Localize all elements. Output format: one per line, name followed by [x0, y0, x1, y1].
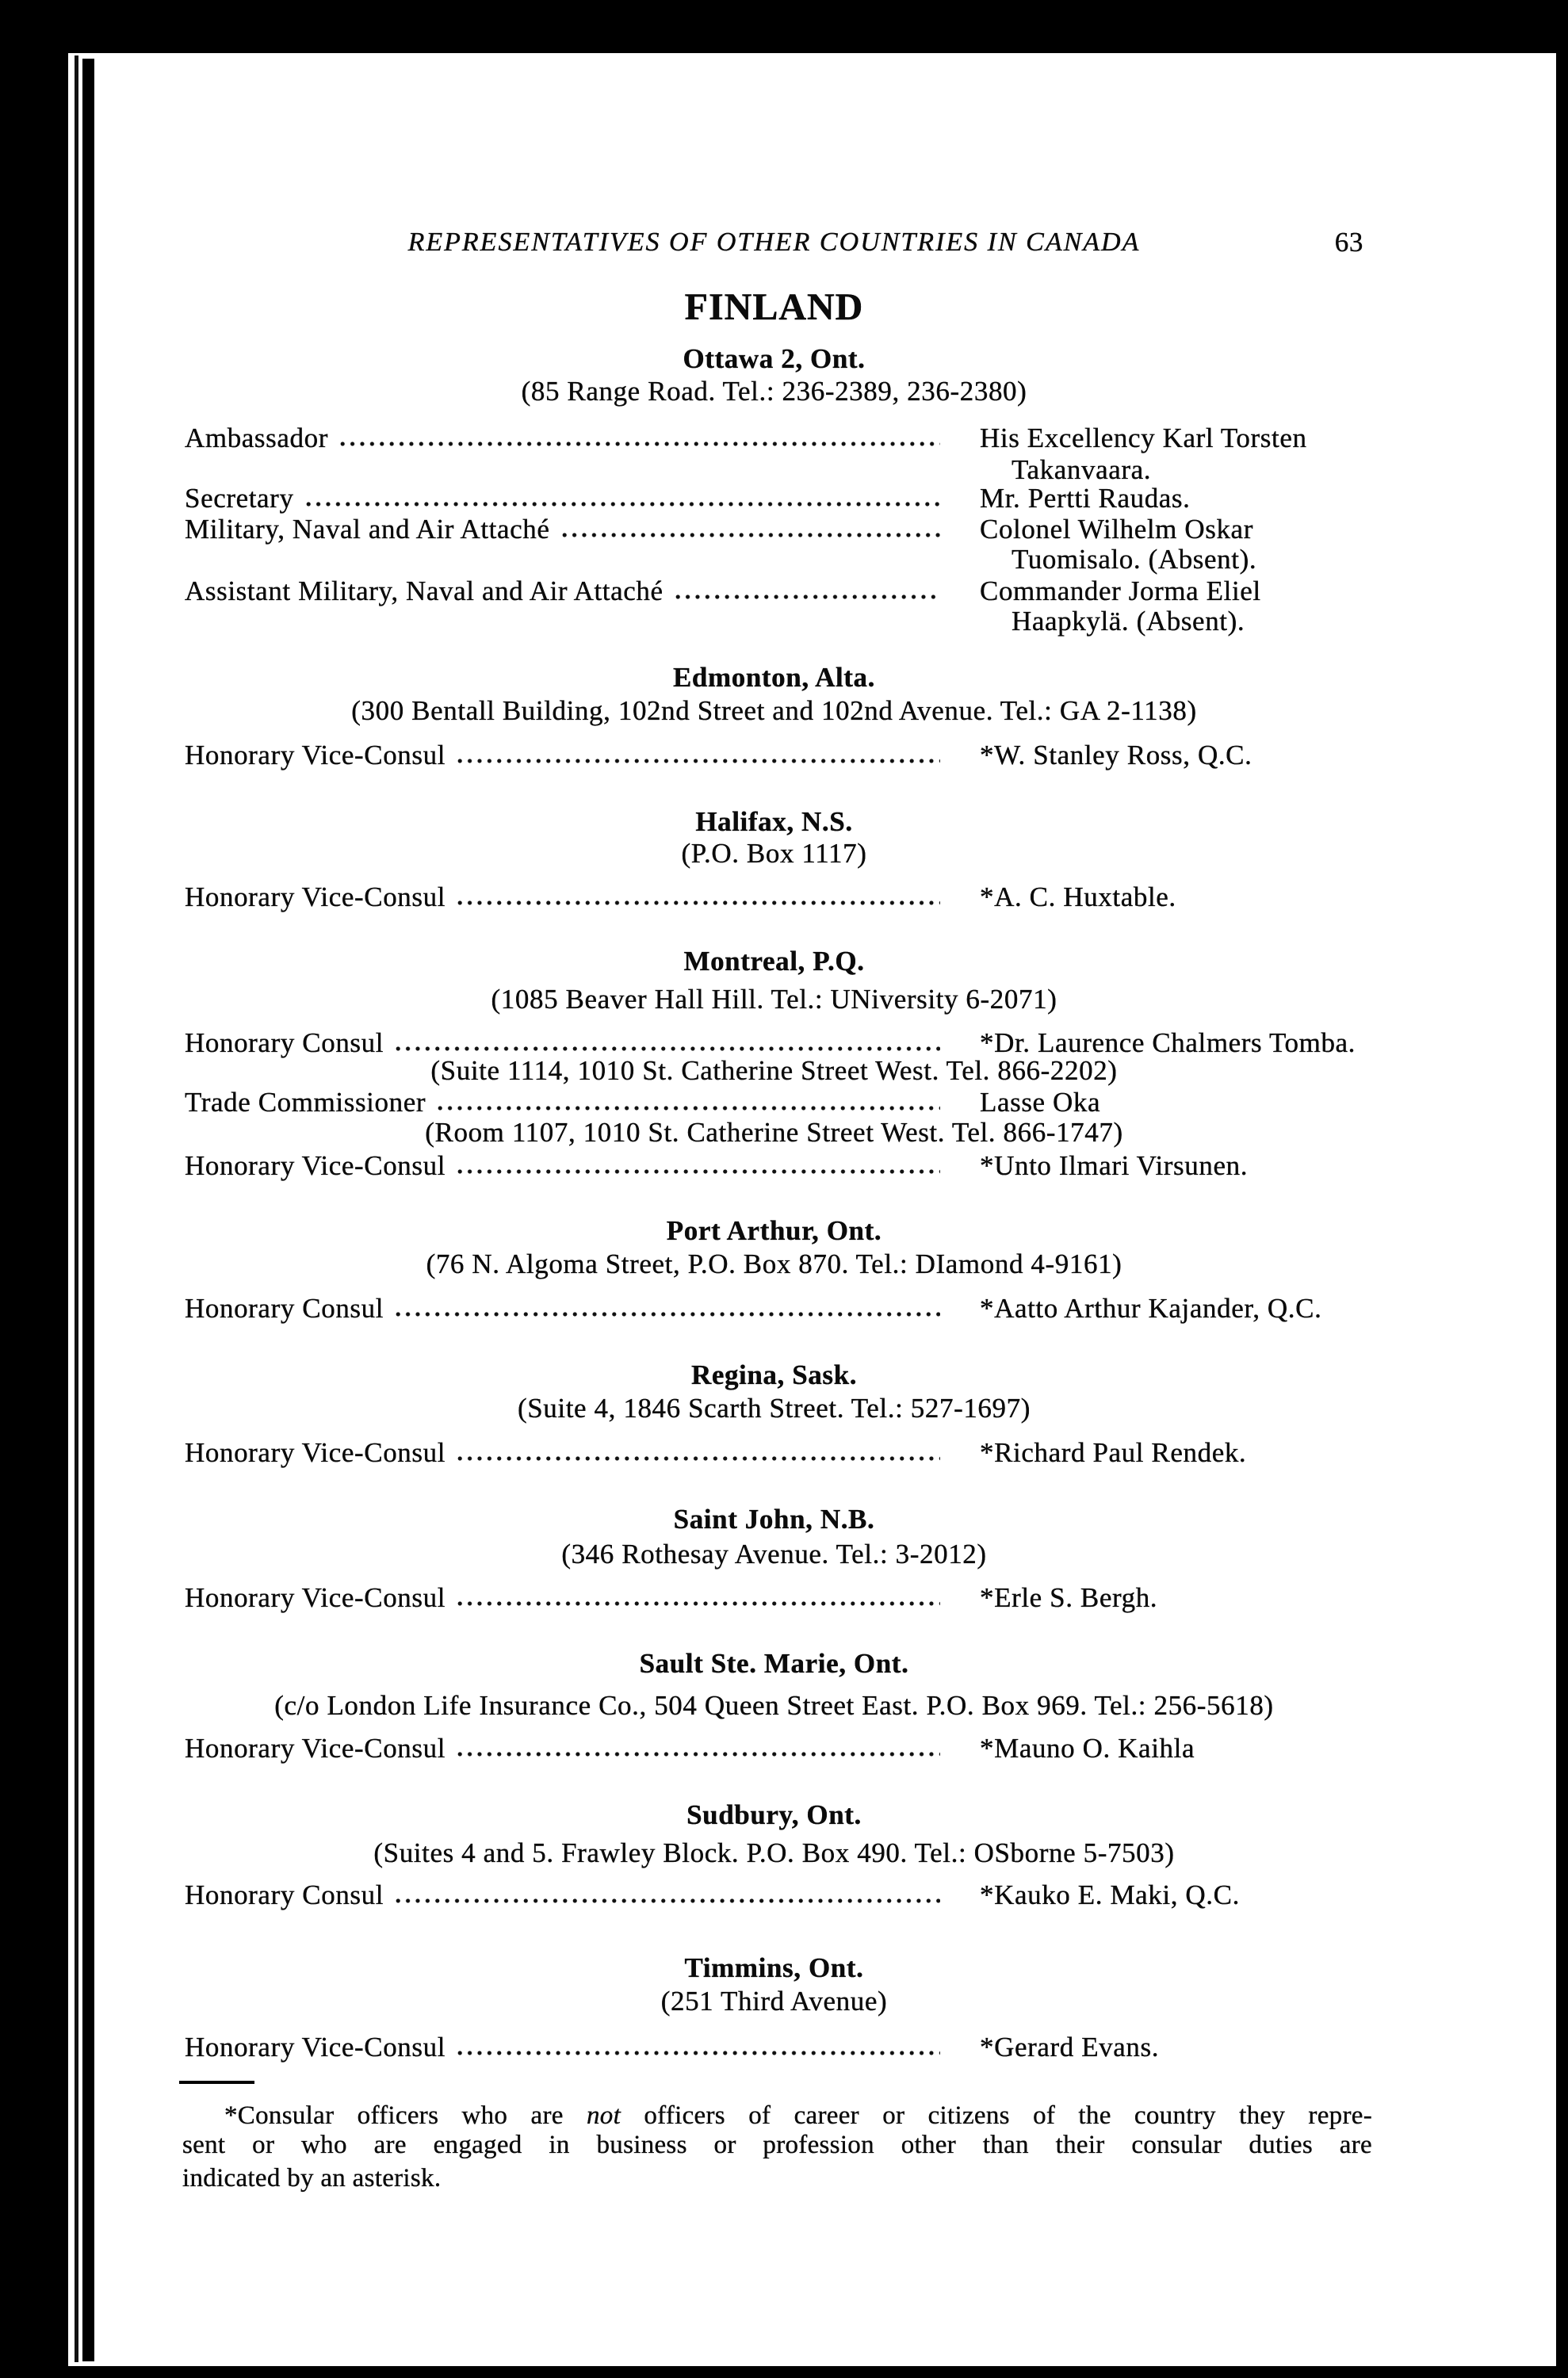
position-title: Secretary	[185, 483, 294, 514]
binding-edge-line	[75, 55, 78, 2362]
position-title: Honorary Consul	[185, 1879, 384, 1910]
position-title: Honorary Vice-Consul	[185, 1150, 446, 1181]
footnote-emphasis: not	[586, 2101, 621, 2130]
footnote-line	[224, 2101, 1372, 2131]
listing-row	[185, 881, 1374, 913]
office-city: Regina, Sask.	[690, 1359, 858, 1390]
position-title: Trade Commissioner	[185, 1087, 426, 1118]
officer-name: Lasse Oka	[980, 1087, 1101, 1118]
position-title: Honorary Vice-Consul	[185, 1437, 446, 1468]
dot-leader	[560, 532, 940, 538]
officer-name: *Mauno O. Kaihla	[980, 1733, 1195, 1764]
running-title: REPRESENTATIVES OF OTHER COUNTRIES IN CANADA	[407, 227, 1141, 257]
office-address: (300 Bentall Building, 102nd Street and 102nd Avenue. Tel.: GA 2-1138)	[351, 695, 1197, 726]
position-title: Honorary Vice-Consul	[185, 2032, 446, 2063]
scan-border-right	[1556, 0, 1568, 2378]
listing-row	[185, 1582, 1374, 1614]
office-city: Montreal, P.Q.	[683, 946, 865, 977]
dot-leader	[393, 1898, 940, 1904]
position-title: Honorary Vice-Consul	[185, 881, 446, 912]
officer-name-continued: Haapkylä. (Absent).	[1012, 606, 1245, 637]
officer-address-note: (Suite 1114, 1010 St. Catherine Street West. Tel. 866-2202)	[430, 1055, 1118, 1086]
dot-leader	[435, 1105, 940, 1111]
listing-row	[185, 422, 1374, 454]
office-address: (c/o London Life Insurance Co., 504 Queen Street East. P.O. Box 969. Tel.: 256-5618)	[274, 1690, 1274, 1721]
office-city: Sault Ste. Marie, Ont.	[639, 1648, 909, 1679]
footnote-line: indicated by an asterisk.	[182, 2164, 442, 2193]
listing-row	[185, 1293, 1374, 1325]
officer-name: *Unto Ilmari Virsunen.	[980, 1150, 1249, 1181]
officer-name: *Richard Paul Rendek.	[980, 1437, 1247, 1468]
scan-border-left	[0, 0, 68, 2378]
officer-name: *A. C. Huxtable.	[980, 881, 1176, 912]
footnote-line: sent or who are engaged in business or profession other than their consular duties are	[182, 2131, 1372, 2159]
listing-row	[185, 1087, 1374, 1118]
office-city: Halifax, N.S.	[695, 806, 853, 837]
listing-row	[185, 1733, 1374, 1764]
dot-leader	[455, 1600, 940, 1607]
officer-name: His Excellency Karl Torsten	[980, 422, 1307, 453]
position-title: Honorary Vice-Consul	[185, 1733, 446, 1764]
dot-leader	[304, 501, 940, 507]
position-title: Assistant Military, Naval and Air Attaché	[185, 575, 664, 606]
dot-leader	[455, 900, 940, 906]
scan-border-top	[0, 0, 1568, 53]
position-title: Honorary Vice-Consul	[185, 740, 446, 770]
listing-row	[185, 575, 1374, 607]
listing-row	[185, 2032, 1374, 2063]
listing-row	[185, 1437, 1374, 1469]
officer-name: *Gerard Evans.	[980, 2032, 1160, 2063]
footnote-rule	[179, 2081, 254, 2084]
dot-leader	[455, 2050, 940, 2056]
officer-name: Colonel Wilhelm Oskar	[980, 514, 1253, 545]
dot-leader	[393, 1311, 940, 1317]
footnote-text: officers of career or citizens of the country they repre-	[621, 2101, 1372, 2130]
office-city: Saint John, N.B.	[673, 1504, 875, 1535]
listing-row	[185, 1027, 1374, 1059]
position-title: Honorary Consul	[185, 1293, 384, 1324]
officer-name: *Kauko E. Maki, Q.C.	[980, 1879, 1240, 1910]
office-address: (Suite 4, 1846 Scarth Street. Tel.: 527-1697)	[517, 1393, 1031, 1424]
office-address: (76 N. Algoma Street, P.O. Box 870. Tel.: DIamond 4-9161)	[426, 1248, 1122, 1279]
listing-row	[185, 1150, 1374, 1182]
binding-edge-bar	[82, 59, 94, 2361]
office-city: Timmins, Ont.	[684, 1952, 864, 1983]
scan-border-bottom	[0, 2366, 1568, 2378]
office-address: (85 Range Road. Tel.: 236-2389, 236-2380)	[521, 376, 1027, 407]
officer-address-note: (Room 1107, 1010 St. Catherine Street West. Tel. 866-1747)	[425, 1117, 1123, 1148]
position-title: Military, Naval and Air Attaché	[185, 514, 550, 545]
officer-name: *W. Stanley Ross, Q.C.	[980, 740, 1252, 770]
officer-name: *Aatto Arthur Kajander, Q.C.	[980, 1293, 1322, 1324]
office-address: (346 Rothesay Avenue. Tel.: 3-2012)	[561, 1539, 987, 1569]
officer-name-continued: Takanvaara.	[1012, 454, 1152, 485]
officer-name: Mr. Pertti Raudas.	[980, 483, 1191, 514]
dot-leader	[455, 1455, 940, 1462]
officer-name: Commander Jorma Eliel	[980, 575, 1261, 606]
footnote-text: *Consular officers who are	[224, 2101, 587, 2130]
country-heading: FINLAND	[684, 286, 864, 328]
position-title: Honorary Consul	[185, 1027, 384, 1058]
officer-name: *Erle S. Bergh.	[980, 1582, 1158, 1613]
office-address: (P.O. Box 1117)	[681, 838, 867, 869]
dot-leader	[455, 1168, 940, 1175]
office-city: Ottawa 2, Ont.	[683, 343, 866, 374]
dot-leader	[673, 594, 940, 600]
dot-leader	[455, 1751, 940, 1757]
officer-name: *Dr. Laurence Chalmers Tomba.	[980, 1027, 1356, 1058]
position-title: Ambassador	[185, 422, 328, 453]
listing-row	[185, 514, 1374, 545]
office-address: (1085 Beaver Hall Hill. Tel.: UNiversity 6-2071)	[491, 984, 1057, 1015]
dot-leader	[455, 758, 940, 764]
listing-row	[185, 740, 1374, 771]
listing-row	[185, 1879, 1374, 1911]
office-city: Port Arthur, Ont.	[666, 1215, 882, 1246]
office-city: Edmonton, Alta.	[672, 662, 876, 693]
position-title: Honorary Vice-Consul	[185, 1582, 446, 1613]
office-address: (251 Third Avenue)	[660, 1986, 888, 2017]
dot-leader	[338, 441, 940, 447]
office-city: Sudbury, Ont.	[686, 1799, 862, 1830]
office-address: (Suites 4 and 5. Frawley Block. P.O. Box 490. Tel.: OSborne 5-7503)	[373, 1837, 1175, 1868]
page-number: 63	[1334, 227, 1363, 258]
dot-leader	[393, 1046, 940, 1052]
officer-name-continued: Tuomisalo. (Absent).	[1012, 544, 1257, 575]
listing-row	[185, 483, 1374, 514]
